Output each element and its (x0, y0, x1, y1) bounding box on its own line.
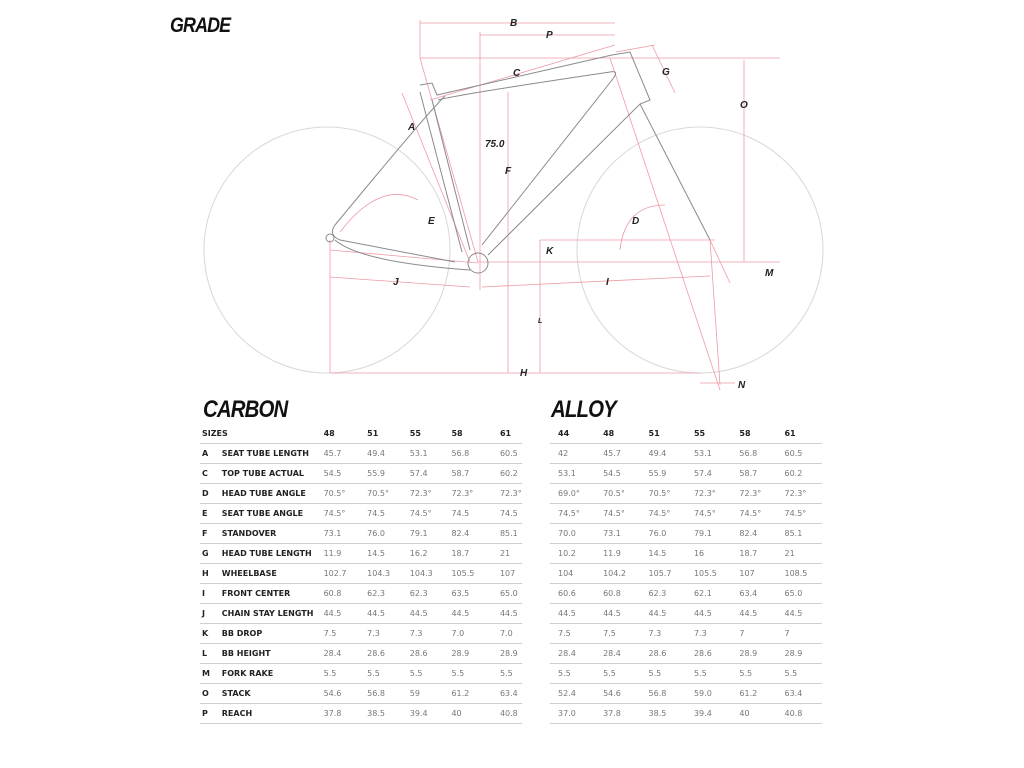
size-header: 55 (410, 424, 452, 444)
value-cell: 28.4 (550, 644, 595, 664)
value-cell: 37.8 (324, 704, 368, 724)
table-row (550, 644, 822, 664)
table-row (550, 664, 822, 684)
value-cell: 5.5 (500, 664, 522, 684)
table-row (200, 444, 522, 464)
value-cell: 16 (686, 544, 731, 564)
value-cell: 28.6 (367, 644, 410, 664)
value-cell: 44.5 (776, 604, 822, 624)
value-cell: 44.5 (410, 604, 452, 624)
row-key: A (200, 444, 222, 464)
value-cell: 72.3° (500, 484, 522, 504)
value-cell: 79.1 (410, 524, 452, 544)
row-key: E (200, 504, 222, 524)
value-cell: 44.5 (324, 604, 368, 624)
table-row (550, 524, 822, 544)
row-label: REACH (222, 704, 324, 724)
value-cell: 74.5° (776, 504, 822, 524)
row-label: FORK RAKE (222, 664, 324, 684)
value-cell: 40.8 (776, 704, 822, 724)
front-wheel (577, 127, 823, 373)
value-cell: 65.0 (776, 584, 822, 604)
label-F: F (505, 166, 512, 177)
value-cell: 55.9 (641, 464, 686, 484)
value-cell: 56.8 (451, 444, 500, 464)
value-cell: 74.5° (595, 504, 640, 524)
value-cell: 76.0 (367, 524, 410, 544)
value-cell: 44.5 (731, 604, 776, 624)
table-row (200, 524, 522, 544)
table-header-row (550, 424, 822, 444)
size-header: 58 (731, 424, 776, 444)
table-row (200, 664, 522, 684)
value-cell: 105.5 (451, 564, 500, 584)
value-cell: 53.1 (686, 444, 731, 464)
label-K: K (546, 246, 554, 257)
value-cell: 28.9 (451, 644, 500, 664)
value-cell: 5.5 (731, 664, 776, 684)
value-cell: 57.4 (410, 464, 452, 484)
value-cell: 54.5 (324, 464, 368, 484)
value-cell: 7.0 (500, 624, 522, 644)
row-key: P (200, 704, 222, 724)
value-cell: 5.5 (686, 664, 731, 684)
size-header: 58 (451, 424, 500, 444)
value-cell: 54.6 (324, 684, 368, 704)
value-cell: 7.3 (686, 624, 731, 644)
row-key: F (200, 524, 222, 544)
value-cell: 44.5 (367, 604, 410, 624)
label-B: B (510, 18, 518, 29)
value-cell: 38.5 (367, 704, 410, 724)
value-cell: 62.1 (686, 584, 731, 604)
value-cell: 37.8 (595, 704, 640, 724)
table-row (550, 464, 822, 484)
value-cell: 63.5 (451, 584, 500, 604)
value-cell: 85.1 (500, 524, 522, 544)
value-cell: 49.4 (641, 444, 686, 464)
value-cell: 14.5 (367, 544, 410, 564)
label-I: I (606, 277, 609, 288)
row-label: STANDOVER (222, 524, 324, 544)
value-cell: 72.3° (410, 484, 452, 504)
value-cell: 54.6 (595, 684, 640, 704)
value-cell: 82.4 (451, 524, 500, 544)
row-key: J (200, 604, 222, 624)
carbon-title: CARBON (203, 396, 288, 423)
row-key: C (200, 464, 222, 484)
value-cell: 69.0° (550, 484, 595, 504)
value-cell: 54.5 (595, 464, 640, 484)
value-cell: 39.4 (686, 704, 731, 724)
value-cell: 5.5 (451, 664, 500, 684)
value-cell: 74.5° (686, 504, 731, 524)
label-J: J (393, 277, 399, 288)
row-label: STACK (222, 684, 324, 704)
value-cell: 39.4 (410, 704, 452, 724)
value-cell: 60.2 (776, 464, 822, 484)
value-cell: 60.8 (595, 584, 640, 604)
table-row (200, 644, 522, 664)
brand-logo: GRADE (170, 14, 231, 37)
row-key: M (200, 664, 222, 684)
table-row (200, 544, 522, 564)
row-label: SEAT TUBE ANGLE (222, 504, 324, 524)
value-cell: 28.9 (500, 644, 522, 664)
value-cell: 37.0 (550, 704, 595, 724)
value-cell: 61.2 (451, 684, 500, 704)
value-cell: 28.6 (410, 644, 452, 664)
label-C: C (513, 68, 521, 79)
size-header: 48 (595, 424, 640, 444)
label-A: A (408, 122, 416, 133)
value-cell: 65.0 (500, 584, 522, 604)
value-cell: 18.7 (731, 544, 776, 564)
value-cell: 60.6 (550, 584, 595, 604)
value-cell: 82.4 (731, 524, 776, 544)
value-cell: 45.7 (324, 444, 368, 464)
row-key: O (200, 684, 222, 704)
row-key: I (200, 584, 222, 604)
table-row (200, 464, 522, 484)
value-cell: 5.5 (367, 664, 410, 684)
value-cell: 74.5 (451, 504, 500, 524)
row-label: BB DROP (222, 624, 324, 644)
value-cell: 5.5 (550, 664, 595, 684)
value-cell: 11.9 (595, 544, 640, 564)
label-H: H (520, 368, 528, 379)
size-header: 44 (550, 424, 595, 444)
table-row (550, 564, 822, 584)
alloy-title: ALLOY (551, 396, 616, 423)
value-cell: 57.4 (686, 464, 731, 484)
table-row (200, 624, 522, 644)
value-cell: 49.4 (367, 444, 410, 464)
value-cell: 40 (451, 704, 500, 724)
rear-wheel (204, 127, 450, 373)
value-cell: 7 (776, 624, 822, 644)
row-label: CHAIN STAY LENGTH (222, 604, 324, 624)
value-cell: 74.5° (410, 504, 452, 524)
value-cell: 44.5 (686, 604, 731, 624)
size-header: 61 (776, 424, 822, 444)
row-label: BB HEIGHT (222, 644, 324, 664)
value-cell: 60.2 (500, 464, 522, 484)
value-cell: 60.5 (776, 444, 822, 464)
table-row (550, 684, 822, 704)
row-label: TOP TUBE ACTUAL (222, 464, 324, 484)
value-cell: 59 (410, 684, 452, 704)
value-cell: 104.3 (410, 564, 452, 584)
size-header: 48 (324, 424, 368, 444)
value-cell: 28.6 (686, 644, 731, 664)
table-row (200, 484, 522, 504)
value-cell: 58.7 (451, 464, 500, 484)
value-cell: 10.2 (550, 544, 595, 564)
label-G: G (662, 67, 670, 78)
size-header: 61 (500, 424, 522, 444)
value-cell: 70.0 (550, 524, 595, 544)
value-cell: 72.3° (451, 484, 500, 504)
value-cell: 104.2 (595, 564, 640, 584)
value-cell: 74.5° (731, 504, 776, 524)
value-cell: 74.5 (500, 504, 522, 524)
value-cell: 21 (500, 544, 522, 564)
value-cell: 53.1 (550, 464, 595, 484)
value-cell: 7.5 (595, 624, 640, 644)
value-cell: 44.5 (550, 604, 595, 624)
value-cell: 28.4 (595, 644, 640, 664)
table-row (200, 604, 522, 624)
value-cell: 74.5° (550, 504, 595, 524)
value-cell: 28.6 (641, 644, 686, 664)
value-cell: 62.3 (410, 584, 452, 604)
value-cell: 18.7 (451, 544, 500, 564)
value-cell: 85.1 (776, 524, 822, 544)
value-cell: 56.8 (731, 444, 776, 464)
value-cell: 52.4 (550, 684, 595, 704)
value-cell: 74.5 (367, 504, 410, 524)
size-header: 55 (686, 424, 731, 444)
table-row (200, 704, 522, 724)
value-cell: 62.3 (641, 584, 686, 604)
value-cell: 53.1 (410, 444, 452, 464)
value-cell: 62.3 (367, 584, 410, 604)
value-cell: 56.8 (641, 684, 686, 704)
value-cell: 59.0 (686, 684, 731, 704)
row-label: SEAT TUBE LENGTH (222, 444, 324, 464)
value-cell: 72.3° (686, 484, 731, 504)
value-cell: 56.8 (367, 684, 410, 704)
table-row (200, 584, 522, 604)
size-header: 51 (367, 424, 410, 444)
value-cell: 5.5 (641, 664, 686, 684)
label-N: N (738, 380, 746, 391)
value-cell: 76.0 (641, 524, 686, 544)
table-row (550, 504, 822, 524)
value-cell: 44.5 (595, 604, 640, 624)
value-cell: 73.1 (595, 524, 640, 544)
value-cell: 28.4 (324, 644, 368, 664)
table-row (550, 604, 822, 624)
value-cell: 70.5° (367, 484, 410, 504)
value-cell: 58.7 (731, 464, 776, 484)
row-label: FRONT CENTER (222, 584, 324, 604)
value-cell: 105.5 (686, 564, 731, 584)
value-cell: 7.5 (324, 624, 368, 644)
row-key: K (200, 624, 222, 644)
value-cell: 63.4 (731, 584, 776, 604)
value-cell: 72.3° (731, 484, 776, 504)
value-cell: 7.5 (550, 624, 595, 644)
value-cell: 5.5 (410, 664, 452, 684)
table-row (200, 504, 522, 524)
row-label: HEAD TUBE LENGTH (222, 544, 324, 564)
value-cell: 5.5 (595, 664, 640, 684)
value-cell: 79.1 (686, 524, 731, 544)
sizes-header: SIZES (200, 424, 324, 444)
value-cell: 74.5° (324, 504, 368, 524)
value-cell: 72.3° (776, 484, 822, 504)
carbon-geometry-table (200, 424, 522, 724)
value-cell: 105.7 (641, 564, 686, 584)
row-label: WHEELBASE (222, 564, 324, 584)
label-E: E (428, 216, 435, 227)
label-M: M (765, 268, 774, 279)
value-cell: 61.2 (731, 684, 776, 704)
value-cell: 60.5 (500, 444, 522, 464)
table-row (550, 624, 822, 644)
label-L: L (538, 318, 543, 325)
value-cell: 5.5 (776, 664, 822, 684)
value-cell: 108.5 (776, 564, 822, 584)
table-row (200, 684, 522, 704)
value-cell: 70.5° (641, 484, 686, 504)
value-cell: 70.5° (324, 484, 368, 504)
table-row (550, 584, 822, 604)
value-cell: 40.8 (500, 704, 522, 724)
value-cell: 102.7 (324, 564, 368, 584)
value-cell: 42 (550, 444, 595, 464)
table-row (550, 484, 822, 504)
row-label: HEAD TUBE ANGLE (222, 484, 324, 504)
value-cell: 11.9 (324, 544, 368, 564)
table-row (550, 704, 822, 724)
row-key: H (200, 564, 222, 584)
value-cell: 107 (500, 564, 522, 584)
value-cell: 14.5 (641, 544, 686, 564)
value-cell: 7.3 (367, 624, 410, 644)
value-cell: 63.4 (500, 684, 522, 704)
value-cell: 63.4 (776, 684, 822, 704)
value-cell: 40 (731, 704, 776, 724)
value-cell: 45.7 (595, 444, 640, 464)
angle-label: 75.0 (485, 139, 505, 150)
value-cell: 74.5° (641, 504, 686, 524)
label-D: D (632, 216, 640, 227)
value-cell: 7.3 (641, 624, 686, 644)
dimension-lines (330, 20, 780, 390)
alloy-geometry-table (550, 424, 822, 724)
value-cell: 38.5 (641, 704, 686, 724)
size-header: 51 (641, 424, 686, 444)
value-cell: 16.2 (410, 544, 452, 564)
row-key: D (200, 484, 222, 504)
table-header-row (200, 424, 522, 444)
value-cell: 104.3 (367, 564, 410, 584)
label-P: P (546, 30, 553, 41)
value-cell: 70.5° (595, 484, 640, 504)
value-cell: 7.0 (451, 624, 500, 644)
value-cell: 104 (550, 564, 595, 584)
row-key: G (200, 544, 222, 564)
table-row (550, 444, 822, 464)
value-cell: 44.5 (451, 604, 500, 624)
value-cell: 55.9 (367, 464, 410, 484)
value-cell: 5.5 (324, 664, 368, 684)
value-cell: 44.5 (500, 604, 522, 624)
value-cell: 7.3 (410, 624, 452, 644)
value-cell: 7 (731, 624, 776, 644)
table-row (200, 564, 522, 584)
row-key: L (200, 644, 222, 664)
value-cell: 73.1 (324, 524, 368, 544)
value-cell: 21 (776, 544, 822, 564)
value-cell: 60.8 (324, 584, 368, 604)
value-cell: 28.9 (731, 644, 776, 664)
table-row (550, 544, 822, 564)
value-cell: 44.5 (641, 604, 686, 624)
label-O: O (740, 100, 748, 111)
value-cell: 107 (731, 564, 776, 584)
value-cell: 28.9 (776, 644, 822, 664)
